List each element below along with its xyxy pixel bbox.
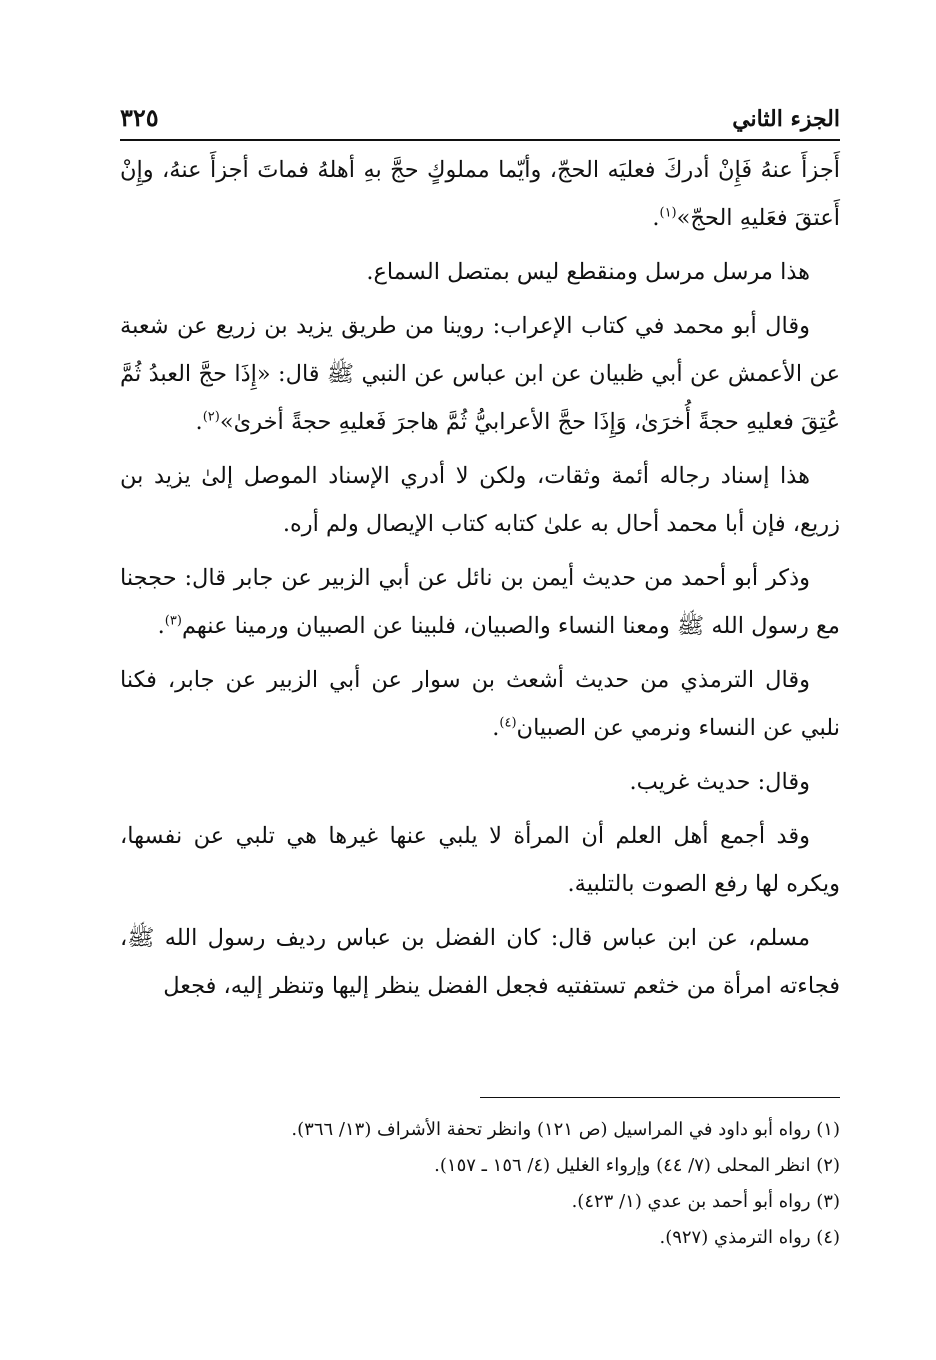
main-text: [120, 146, 840, 1016]
footnote: (٤) رواه الترمذي (٩٢٧).: [659, 1227, 840, 1248]
paragraph: وقال أبو محمد في كتاب الإعراب: روينا من طريق يزيد بن زريع عن شعبة عن الأعمش عن أبي ظبيان عن ابن عباس عن النبي ﷺ قال: «إِذَا حجَّ العبدُ ثُمَّ عُتِقَ فعليهِ حجةً أُخرَىٰ، وَإِذَا حجَّ الأعرابيُّ ثُمَّ هاجرَ فَعليهِ حجةً أخرىٰ»$^{(٢)}$.: [120, 313, 840, 435]
paragraph: وقال: حديث غريب.: [629, 769, 810, 795]
paragraph: وقال الترمذي من حديث أشعث بن سوار عن أبي الزبير عن جابر، فكنا نلبي عن النساء ونرمي عن الصبيان$^{(٤)}$.: [120, 667, 840, 741]
footnote-ref: (١): [659, 205, 677, 221]
paragraph: أَجزأَ عنهُ فَإِنْ أدركَ فعليَه الحجّ، وأيّما مملوكٍ حجَّ بهِ أهلهُ فماتَ أجزأَ عنهُ، وإِنْ أَعتقَ فعَليهِ الحجّ»$^{(١)}$.: [120, 157, 840, 231]
header-rule: [120, 139, 840, 141]
footnotes: [120, 1112, 840, 1256]
paragraph: وقد أجمع أهل العلم أن المرأة لا يلبي عنها غيرها هي تلبي عن نفسها، ويكره لها رفع الصوت بالتلبية.: [120, 823, 840, 897]
footnote-ref: (٤): [499, 715, 517, 731]
footnote-ref: (٢): [202, 409, 220, 425]
running-title: الجزء الثاني: [732, 106, 840, 132]
footnote-rule: [480, 1097, 840, 1098]
footnote-ref: (٣): [164, 613, 182, 629]
page-number: ٣٢٥: [120, 103, 159, 132]
paragraph: مسلم، عن ابن عباس قال: كان الفضل بن عباس رديف رسول الله ﷺ، فجاءته امرأة من خثعم تستفتيه فجعل الفضل ينظر إليها وتنظر إليه، فجعل: [120, 925, 840, 999]
footnote: (٢) انظر المحلى (٧/ ٤٤) وإرواء الغليل (٤/ ١٥٦ ـ ١٥٧).: [434, 1155, 840, 1176]
paragraph: هذا إسناد رجاله أئمة وثقات، ولكن لا أدري الإسناد الموصل إلىٰ يزيد بن زريع، فإن أبا محمد أحال به علىٰ كتابه كتاب الإيصال ولم أره.: [120, 463, 840, 537]
footnote: (١) رواه أبو داود في المراسيل (ص ١٢١) وانظر تحفة الأشراف (١٣/ ٣٦٦).: [291, 1119, 840, 1140]
paragraph: وذكر أبو أحمد من حديث أيمن بن نائل عن أبي الزبير عن جابر قال: حججنا مع رسول الله ﷺ ومعنا النساء والصبيان، فلبينا عن الصبيان ورمينا عنهم$^{(٣)}$.: [120, 565, 840, 639]
footnote: (٣) رواه أبو أحمد بن عدي (١/ ٤٢٣).: [571, 1191, 840, 1212]
paragraph: هذا مرسل مرسل ومنقطع ليس بمتصل السماع.: [366, 259, 810, 285]
page-header: [120, 92, 840, 132]
